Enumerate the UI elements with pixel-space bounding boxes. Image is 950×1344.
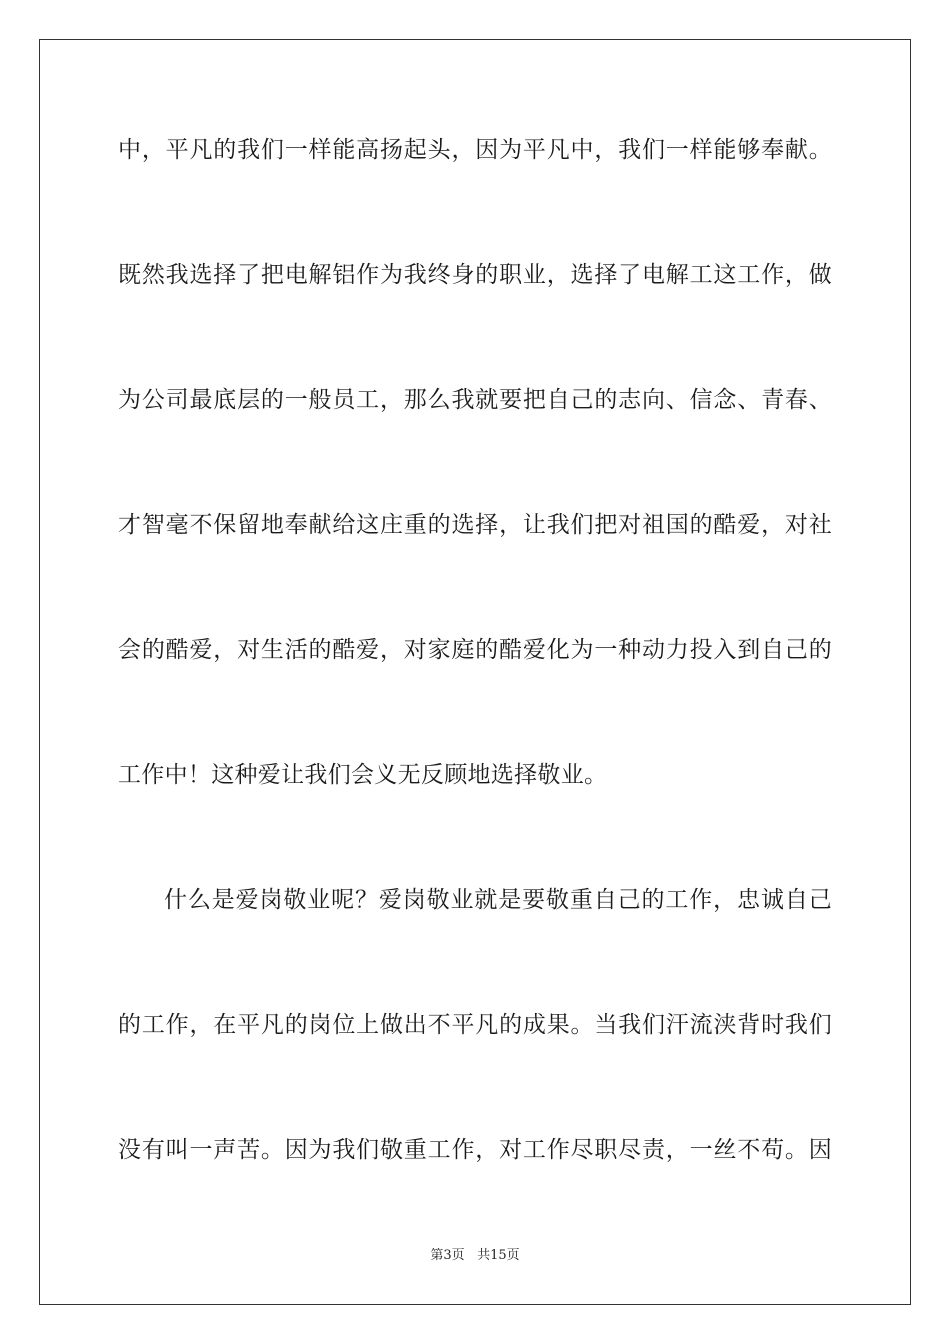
page-total: 共15页	[477, 1248, 520, 1263]
text-line: 为公司最底层的一般员工，那么我就要把自己的志向、信念、青春、	[118, 387, 832, 413]
page-number: 第3页	[430, 1248, 465, 1263]
text-line: 的工作，在平凡的岗位上做出不平凡的成果。当我们汗流浃背时我们	[118, 1012, 832, 1038]
text-line: 工作中！这种爱让我们会义无反顾地选择敬业。	[118, 762, 608, 788]
text-line: 才智毫不保留地奉献给这庄重的选择，让我们把对祖国的酷爱，对社	[118, 512, 832, 538]
text-line: 会的酷爱，对生活的酷爱，对家庭的酷爱化为一种动力投入到自己的	[118, 637, 832, 663]
page-footer	[0, 1247, 950, 1265]
paragraph-first-line: 什么是爱岗敬业呢？爱岗敬业就是要敬重自己的工作，忠诚自己	[164, 887, 832, 913]
text-line: 没有叫一声苦。因为我们敬重工作，对工作尽职尽责，一丝不苟。因	[118, 1137, 832, 1163]
text-line: 既然我选择了把电解铝作为我终身的职业，选择了电解工这工作，做	[118, 262, 832, 288]
page-border	[39, 39, 911, 1305]
text-line: 中，平凡的我们一样能高扬起头，因为平凡中，我们一样能够奉献。	[118, 137, 832, 163]
